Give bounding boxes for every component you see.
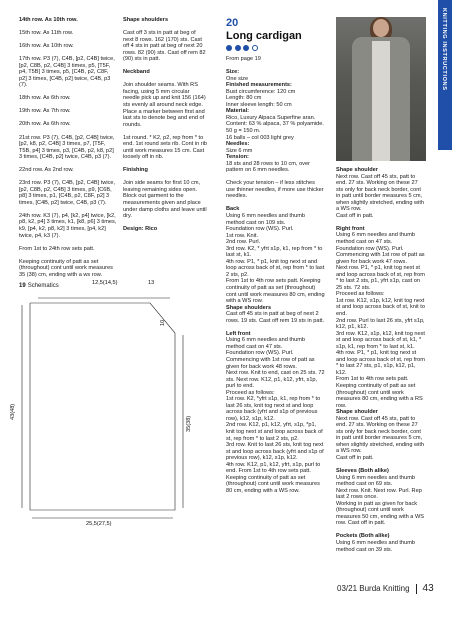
instruction-line: 18 sts and 28 rows to 10 cm, over pattern on 6 mm needles. [226, 160, 310, 174]
instruction-line: From 1st to 24th row sets patt. [19, 245, 95, 252]
instruction-line: Using 6 mm needles and thumb method cast on 39 sts. [336, 540, 415, 553]
instruction-line: 3rd row. K12, s1p, k12, knit tog next st and loop across back of st, k1, * s1p, k1, rep from * to last st, k1. [336, 330, 425, 350]
page-footer [337, 584, 434, 594]
instruction-line: 50 g = 150 m. [226, 127, 261, 134]
instruction-line: Cast off 3 sts in patt at beg of next 8 rows. 162 (170) sts. Cast off 4 sts in patt at beg of next 20 rows. 82 (90) sts. Cast off rem 82 (90) sts in patt. [123, 30, 206, 63]
instruction-line: 3rd row. K2, * yfrt s1p, k1, rep from * to last st, k1. [226, 245, 323, 259]
side-tab-label: KNITTING INSTRUCTIONS [441, 8, 447, 91]
difficulty-dot-filled [235, 45, 241, 51]
instruction-line: Foundation row (WS). Purl. Commencing with 1st row of patt as given for back work 47 rows. [336, 245, 425, 265]
instruction-line: Size 6 mm [226, 147, 253, 154]
instruction-line: 17th row. P3 (7), C4B, [p2, C4B] twice, [p2, C8B, p2, C4B] 3 times, p5, [T5F, p4, T5B] 3 times, p5, [C4B, p2, C8F, p2] 3 times, [C4B, p2] twice, C4B, p3 (7). [19, 56, 115, 89]
dim-label: 43(48) [10, 403, 16, 420]
instruction-line: 2nd row. Purl to last 26 sts, yfrt s1p, k12, p1, k12. [336, 317, 425, 331]
instruction-line: 1st row. Knit. [226, 232, 259, 239]
section-heading: Pockets (Both alike) [336, 533, 390, 540]
instruction-line: 21st row. P3 (7), C4B, [p2, C4B] twice, [p2, k8, p2, C4B] 3 times, p7, [T5F, T5B, p4] 3 times, p3, [C4B, p2, k8, p2] 3 times, [C4B, p2] twice, C4B, p3 (7). [19, 134, 115, 161]
instruction-line: 3rd row. Knit to last 26 sts, knit tog next st and loop across back (yfrt and s1p of previous row), k12, s1p, k12. [226, 442, 324, 462]
schematic-outline [30, 303, 175, 510]
section-heading: Back [226, 206, 240, 213]
instruction-line: 22nd row. As 2nd row. [19, 167, 74, 174]
instruction-line: Join side seams for first 10 cm, leaving remaining sides open. Block out garment to the measurements given and place under damp cloths and leave until dry. [123, 180, 207, 220]
instruction-line: Using 6 mm needles and thumb method cast on 69 sts. [336, 474, 415, 488]
difficulty-dot-empty [252, 45, 258, 51]
instruction-line: Using 6 mm needles and thumb method cast on 109 sts. [226, 212, 305, 226]
instruction-line: Cast off in patt. [336, 212, 374, 219]
footer-divider [416, 584, 417, 594]
dim-label: 13 [148, 280, 155, 286]
dim-label: 35(38) [186, 415, 192, 432]
instruction-line: From page 19 [226, 56, 261, 62]
instruction-line: Foundation row (WS). Purl. Commencing with 1st row of patt as given for back work 48 rows. [226, 350, 315, 370]
difficulty-dot-filled [243, 45, 249, 51]
instruction-line: 1st row. K2, *yfrt s1p, k1, rep from * to last 26 sts, knit tog next st and loop across back (yfrt and s1p of previous row), k12, s1p, k12. [226, 396, 321, 422]
instruction-line: 16th row. As 10th row. [19, 43, 74, 50]
section-heading: Shape shoulders [123, 17, 169, 23]
instruction-line: 19th row. As 7th row. [19, 108, 71, 115]
section-heading: Shape shoulder [336, 409, 378, 416]
instruction-line: Next row. Knit to end, cast on 25 sts. 72 sts. Next row. K12, p1, k12, yfrt, s1p, purl to end. [226, 370, 325, 390]
design-credit: Design: Rico [123, 226, 158, 233]
instruction-line: Proceed as follows: [226, 389, 275, 396]
instruction-line: Foundation row (WS). Purl. [226, 226, 294, 233]
instruction-line: 2nd row. K12, p1, k12, yfrt, s1p, *p1, knit tog next st and loop across back of st, rep from * to last 2 sts, p2. [226, 422, 323, 442]
section-heading: Right front [336, 225, 365, 232]
column-3 [226, 17, 325, 494]
section-heading: Neckband [123, 69, 150, 76]
section-heading: Shape shoulder [336, 167, 378, 173]
instruction-line: Proceed as follows: [336, 291, 385, 298]
instruction-line: 16 balls – col 003 light grey [226, 134, 294, 141]
instruction-line: Next row. Cast off 45 sts, patt to end. 27 sts. Working on these 27 sts only for back neck border, cont in patt until border measures 5 cm, when slightly stretched, ending with a WS row. [336, 173, 424, 213]
instruction-line: Join shoulder seams. With RS facing, using 5 mm circular needle pick up and knit 156 (164) sts evenly all around neck edge. Place a marker between first and last sts to denote beg and end of rounds. [123, 82, 206, 128]
dim-label: 25,5(27,5) [86, 521, 112, 527]
instruction-line: 1st row. K12, s1p, k12, knit tog next st and loop across back of st, knit to end. [336, 297, 425, 317]
instruction-line: 15th row. As 11th row. [19, 30, 74, 37]
issue-number: 03/21 [337, 584, 358, 593]
instruction-line: Cast off in patt. [336, 455, 374, 462]
pattern-title: Long cardigan [226, 30, 302, 42]
difficulty-dot-filled [226, 45, 232, 51]
instruction-line: Inner sleeve length: 50 cm [226, 101, 292, 108]
instruction-line: Using 6 mm needles and thumb method cast on 47 sts. [226, 337, 305, 350]
instruction-line: 4th row. P1, * p1, knit tog next st and loop across back of st, rep from * to last 2 sts, p2. [226, 258, 325, 278]
instruction-line: One size [226, 75, 249, 82]
section-heading: Finishing [123, 167, 148, 174]
section-heading: Finished measurements: [226, 82, 292, 89]
instruction-line: Next row. Knit. Next row. Purl. Rep last 2 rows once. [336, 487, 422, 501]
instruction-line: Cast off 45 sts in patt at beg of next 2 rows. 19 sts. Cast off rem 19 sts in patt. [226, 311, 325, 324]
section-heading: Shape shoulders [226, 304, 272, 311]
schematic-label: Schematics [27, 283, 59, 289]
instruction-line: Bust circumference: 120 cm [226, 88, 296, 95]
section-heading: Needles: [226, 141, 250, 148]
column-4 [336, 17, 426, 553]
instruction-line: Next row. Cast off 45 sts, patt to end. 27 sts. Working on these 27 sts only for back neck border, cont in patt until border measures 5 cm, when slightly stretched, ending with a WS row. [336, 415, 424, 455]
column-2 [123, 17, 207, 239]
instruction-line: Check your tension – if less stitches use thinner needles, if more use thicker needles. [226, 180, 324, 200]
instruction-line: Using 6 mm needles and thumb method cast on 47 sts. [336, 232, 415, 245]
section-heading: Size: [226, 69, 240, 76]
dim-label: 10 [160, 319, 166, 326]
instruction-line: Keeping continuity of patt as set (throughout) cont until work measures 35 (38) cm, ending with a ws row. [19, 258, 113, 278]
magazine-name: Burda Knitting [359, 584, 410, 593]
page-number: 43 [422, 583, 434, 594]
instruction-line: 4th row. P1, * p1, knit tog next st and loop across back of st, rep from * to last 27 sts, p1, s1p, k12, p1, k12. [336, 350, 425, 376]
schematic-number: 19 [19, 283, 26, 289]
instruction-line: Next row. P1, * p1, knit tog next st and loop across back of st, rep from * to last 2 sts, p1, yfrt s1p, cast on 25 sts. 72 sts. [336, 265, 425, 291]
instruction-line: From 1st to 4th row sets patt. Keeping continuity of patt as set (throughout) cont until work measures 80 cm, ending with a RS row. [336, 376, 423, 409]
instruction-line: 18th row. As 6th row. [19, 95, 71, 102]
instruction-line: 4th row. K12, p1, k12, yfrt, s1p, purl to end. From 1st to 4th row sets patt. Keeping continuity of patt as set (throughout) cont until work measures 80 cm, ending with a WS row. [226, 461, 321, 494]
instruction-line: 20th row. As 6th row. [19, 121, 71, 128]
instruction-line: Working in patt as given for back (throughout) cont until work measures 50 cm, ending with a WS row. Cast off in patt. [336, 500, 424, 527]
section-heading: Tension: [226, 154, 249, 161]
instruction-line: 2nd row. Purl. [226, 239, 261, 246]
dim-label: 12,5(14,5) [92, 280, 118, 286]
section-heading: Left front [226, 330, 251, 337]
instruction-line: 24th row. K3 (7), p4, [k2, p4] twice, [k2, p8, k2, p4] 3 times, k1, [k8, p6] 3 times, k9, [p4, k2, p8, k2] 3 times, [p4, k2] twice, p4, k3 (7). [19, 212, 117, 239]
difficulty-rating [226, 45, 325, 51]
instruction-line: 1st round. * K2, p2, rep from * to end. 1st round sets rib. Cont in rib until work measures 15 cm. Cast loosely off in rib. [123, 134, 207, 161]
instruction-line: Length: 80 cm [226, 95, 262, 102]
section-heading: Sleeves (Both alike) [336, 468, 389, 475]
instruction-line: Rico, Luxury Alpaca Superfine aran. Content: 63 % alpaca, 37 % polyamide. [226, 114, 324, 128]
instruction-line: From 1st to 4th row sets patt. Keeping continuity of patt as set (throughout) cont until work measures 80 cm, ending with a WS row. [226, 278, 325, 305]
instruction-line: 14th row. As 10th row. [19, 17, 78, 23]
instruction-line: 23rd row. P3 (7), C4B, [p2, C4B] twice, [p2, C8B, p2, C4B] 3 times, p9, [C6B, p8] 3 times, p1, [C4B, p2, C8F, p2] 3 times, [C4B, p2] twice, C4B, p3 (7). [19, 180, 116, 206]
section-heading: Material: [226, 108, 250, 115]
pattern-number: 20 [226, 17, 239, 29]
